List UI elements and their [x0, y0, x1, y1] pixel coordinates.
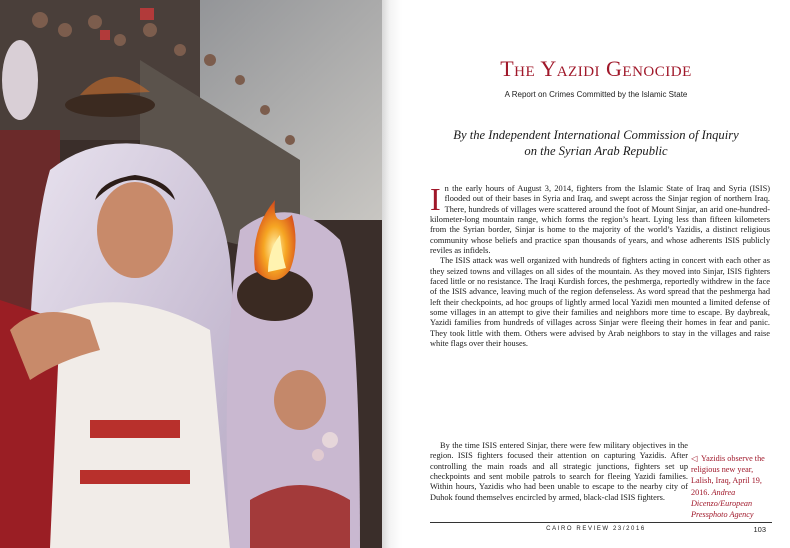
page-number: 103	[753, 525, 766, 534]
photo-caption	[691, 453, 775, 520]
article-page	[402, 0, 790, 548]
byline-line-2: on the Syrian Arab Republic	[524, 144, 668, 158]
caption-arrow-icon: ◁	[691, 454, 698, 463]
paragraph-1	[430, 181, 770, 256]
paragraph-3: By the time ISIS entered Sinjar, there were few military objectives in the region. ISIS fighters focused their attention on capturing Yazidis. After controlling the main roads and all strategic junctions, fighters set up checkpoints and sent mobile patrols to search for fleeing Yazidi families. Within hours, Yazidis who had been unable to escape to the nearby city of Duhok found themselves encircled by armed, black-clad ISIS fighters.	[430, 441, 688, 502]
caption-credit: Andrea Dicenzo/European Pressphoto Agency	[691, 487, 754, 520]
journal-name: CAIRO REVIEW 23/2016	[546, 526, 646, 532]
article-body	[430, 181, 770, 350]
article-byline	[422, 127, 770, 159]
drop-cap: I	[430, 181, 441, 217]
photo-illustration	[0, 0, 382, 548]
byline-line-1: By the Independent International Commission of Inquiry	[453, 128, 739, 142]
article-subtitle: A Report on Crimes Committed by the Islamic State	[504, 90, 688, 99]
article-photo	[0, 0, 382, 548]
article-title: The Yazidi Genocide	[500, 56, 692, 81]
page-gutter	[382, 0, 402, 548]
caption-text: Yazidis observe the religious new year, Lalish, Iraq, April 19, 2016.	[691, 454, 765, 497]
paragraph-2: The ISIS attack was well organized with hundreds of fighters acting in concert with each other as they seized towns and villages on all sides of the mountain. As they moved into Sinjar, ISIS fighters faced little or no resistance. The Iraqi Kurdish forces, the peshmerga, reportedly withdrew in the face of the ISIS advance, leaving much of the region defenseless. As word spread that the peshmerga had left their checkpoints, ad hoc groups of lightly armed local Yazidi men mounted a limited defense of some villages in an attempt to give their families and neighbors more time to escape. By daybreak, Yazidi families from hundreds of villages across Sinjar were fleeing their homes in fear and panic. They took little with them. Others were advised by Arab neighbors to stay in the villages and raise white flags over their houses.	[430, 256, 770, 349]
footer-divider	[430, 522, 772, 523]
paragraph-1-text: n the early hours of August 3, 2014, fighters from the Islamic State of Iraq and Syria (ISIS) flooded out of their bases in Syria and Iraq, and swept across the Sinjar region of northern Iraq. There, hundreds of villages were scattered around the foot of Mount Sinjar, an arid one-hundred-kilometer-long mountain range, which forms the region’s heart. Lying less than fifteen kilometers from the Syrian border, Sinjar is home to the majority of the world’s Yazidis, a distinct religious community whose beliefs and practice span thousands of years, and whose adherents ISIS publicly reviles as infidels.	[430, 184, 770, 256]
article-body-narrow	[430, 441, 688, 503]
